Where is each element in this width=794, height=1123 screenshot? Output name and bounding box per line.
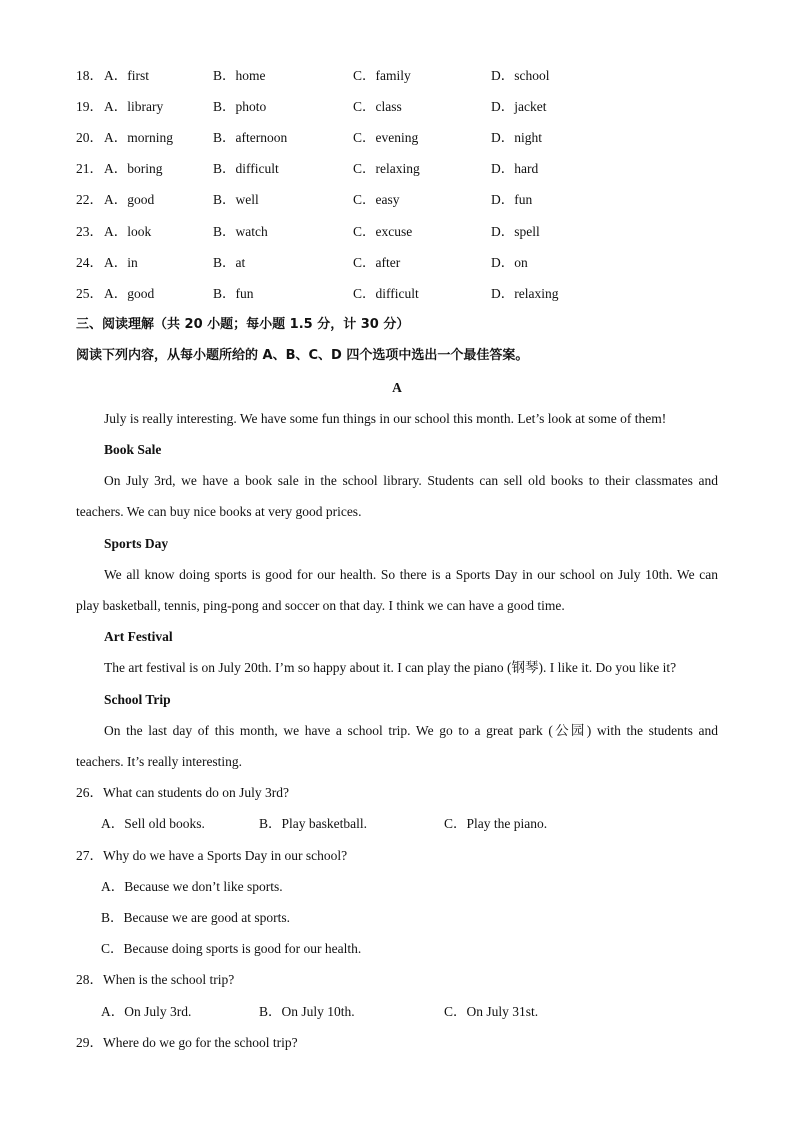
option-d: D．school [491, 68, 550, 83]
question-number: 18． [76, 68, 103, 83]
option-row-19 [76, 98, 716, 116]
question-26-options [101, 815, 741, 833]
option-b: B．difficult [213, 161, 279, 176]
option-c: C．difficult [353, 286, 419, 301]
book-sale-paragraph-line: teachers. We can buy nice books at very good prices. [76, 504, 362, 519]
option-a: A．library [104, 99, 164, 114]
option-c: C．evening [353, 130, 419, 145]
option-a: A．look [104, 224, 152, 239]
option-a: A．good [104, 286, 155, 301]
option-c: C．relaxing [353, 161, 420, 176]
option-d: D．jacket [491, 99, 547, 114]
option-a: A．Sell old books. [101, 816, 205, 831]
sports-day-paragraph-line: We all know doing sports is good for our health. So there is a Sports Day in our school on July 10th. We can [104, 567, 718, 582]
option-b: B．fun [213, 286, 254, 301]
option-b: B．photo [213, 99, 267, 114]
option-c: C．family [353, 68, 411, 83]
question-28-options [101, 1003, 741, 1021]
question-number: 24． [76, 255, 103, 270]
option-d: D．fun [491, 192, 533, 207]
option-row-24 [76, 254, 716, 272]
option-b: B．On July 10th. [259, 1004, 355, 1019]
question-number: 20． [76, 130, 103, 145]
option-row-18 [76, 67, 716, 85]
question-27-option-a: A．Because we don’t like sports. [101, 879, 283, 894]
option-row-21 [76, 160, 716, 178]
book-sale-heading: Book Sale [104, 442, 162, 457]
option-row-23 [76, 223, 716, 241]
option-row-20 [76, 129, 716, 147]
option-a: A．in [104, 255, 138, 270]
option-row-25 [76, 285, 716, 303]
option-c: C．Play the piano. [444, 816, 548, 831]
question-27-option-b: B．Because we are good at sports. [101, 910, 290, 925]
question-number: 21． [76, 161, 103, 176]
school-trip-heading: School Trip [104, 692, 171, 707]
option-b: B．Play basketball. [259, 816, 367, 831]
sports-day-heading: Sports Day [104, 536, 169, 551]
option-b: B．at [213, 255, 246, 270]
option-b: B．well [213, 192, 259, 207]
passage-label: A [392, 380, 402, 395]
option-c: C．On July 31st. [444, 1004, 539, 1019]
option-d: D．relaxing [491, 286, 559, 301]
option-b: B．afternoon [213, 130, 288, 145]
option-c: C．after [353, 255, 401, 270]
option-a: A．good [104, 192, 155, 207]
option-d: D．night [491, 130, 543, 145]
option-d: D．on [491, 255, 528, 270]
art-festival-heading: Art Festival [104, 629, 173, 644]
sports-day-paragraph-line: play basketball, tennis, ping-pong and soccer on that day. I think we can have a good time. [76, 598, 565, 613]
option-c: C．class [353, 99, 402, 114]
question-number: 19． [76, 99, 103, 114]
option-d: D．spell [491, 224, 540, 239]
question-number: 23． [76, 224, 103, 239]
passage-intro: July is really interesting. We have some fun things in our school this month. Let’s look at some of them! [104, 411, 667, 426]
option-row-22 [76, 191, 716, 209]
section-title: 三、阅读理解（共 20 小题；每小题 1.5 分，计 30 分） [76, 317, 410, 332]
question-26-stem: 26．What can students do on July 3rd? [76, 785, 289, 800]
section-instruction: 阅读下列内容，从每小题所给的 A、B、C、D 四个选项中选出一个最佳答案。 [76, 348, 529, 363]
option-a: A．boring [104, 161, 163, 176]
school-trip-paragraph-line: On the last day of this month, we have a school trip. We go to a great park (公园) with the students and [104, 723, 718, 738]
art-festival-paragraph-line: The art festival is on July 20th. I’m so happy about it. I can play the piano (钢琴). I like it. Do you like it? [104, 660, 677, 675]
option-b: B．watch [213, 224, 268, 239]
option-a: A．first [104, 68, 149, 83]
school-trip-paragraph-line: teachers. It’s really interesting. [76, 754, 243, 769]
option-a: A．On July 3rd. [101, 1004, 192, 1019]
question-27-option-c: C．Because doing sports is good for our health. [101, 941, 362, 956]
question-number: 25． [76, 286, 103, 301]
option-c: C．excuse [353, 224, 413, 239]
question-27-stem: 27．Why do we have a Sports Day in our school? [76, 848, 348, 863]
question-number: 22． [76, 192, 103, 207]
option-d: D．hard [491, 161, 539, 176]
option-c: C．easy [353, 192, 400, 207]
option-b: B．home [213, 68, 266, 83]
question-28-stem: 28．When is the school trip? [76, 972, 235, 987]
book-sale-paragraph-line: On July 3rd, we have a book sale in the school library. Students can sell old books to their classmates and [104, 473, 718, 488]
option-a: A．morning [104, 130, 173, 145]
question-29-stem: 29．Where do we go for the school trip? [76, 1035, 298, 1050]
